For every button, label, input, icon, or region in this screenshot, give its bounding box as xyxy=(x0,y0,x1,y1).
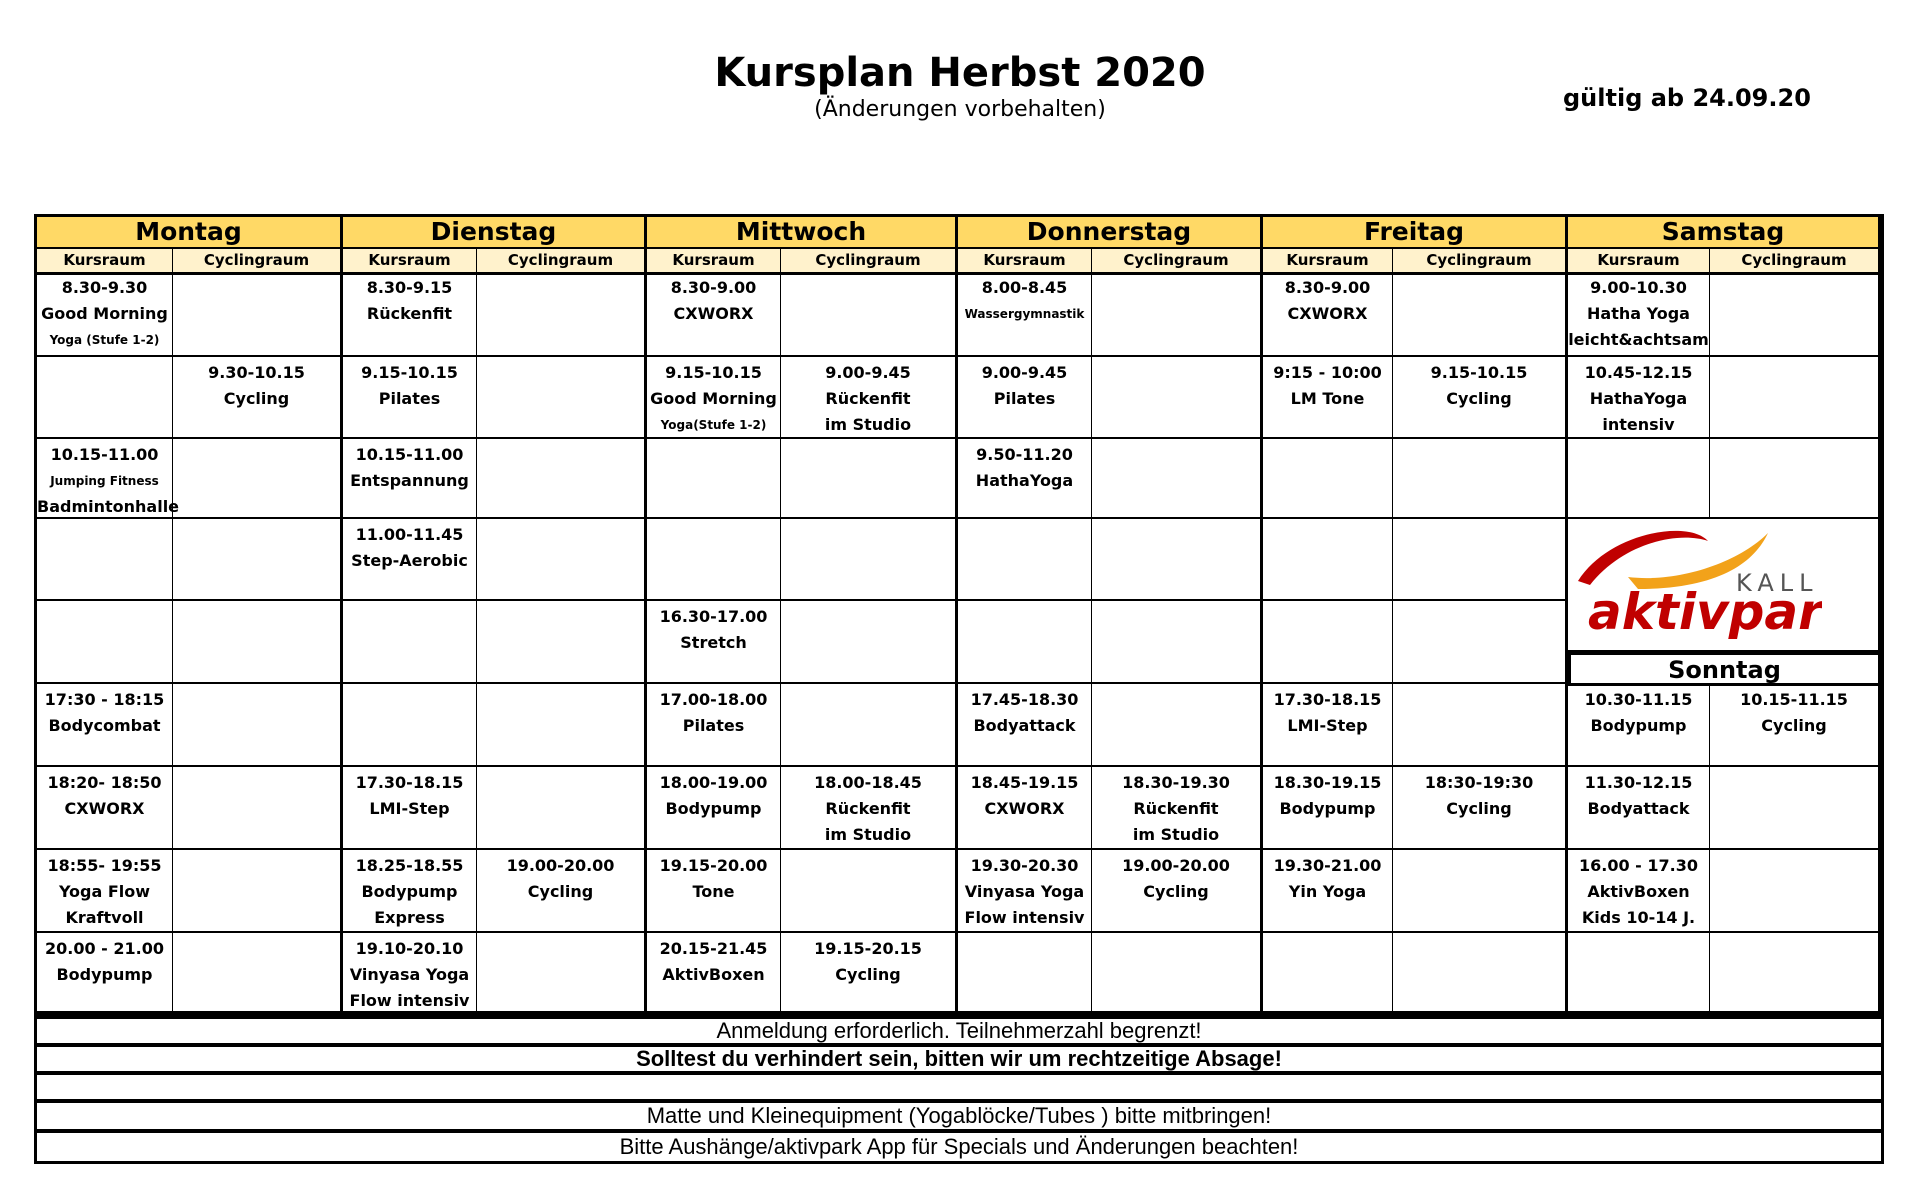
page-title: Kursplan Herbst 2020 xyxy=(714,50,1206,96)
course-cell xyxy=(647,684,781,767)
schedule-cell xyxy=(477,519,647,601)
schedule-cell xyxy=(1092,439,1263,519)
aktivpark-logo xyxy=(1568,519,1881,652)
day-header-label: Dienstag xyxy=(430,217,557,246)
room-header-cyclingraum: Cyclingraum xyxy=(1710,249,1881,275)
course-cell xyxy=(1263,357,1393,439)
logo-kall-text: KALL xyxy=(1736,569,1819,597)
course-name: Cycling xyxy=(1446,799,1512,818)
schedule-cell xyxy=(1263,519,1393,601)
day-header-tuesday xyxy=(343,217,647,249)
course-name: Bodyattack xyxy=(973,716,1076,735)
course-time: 8.30-9.00 xyxy=(670,278,757,297)
room-header-cyclingraum: Cyclingraum xyxy=(1092,249,1263,275)
course-name: Cycling xyxy=(835,965,901,984)
schedule-cell xyxy=(477,933,647,1013)
course-cell xyxy=(343,272,477,357)
course-time: 18:55- 19:55 xyxy=(47,856,162,875)
course-time: 8.30-9.15 xyxy=(366,278,453,297)
course-name: Jumping Fitness xyxy=(50,474,159,488)
course-cell xyxy=(37,933,173,1013)
course-time: 11.00-11.45 xyxy=(355,525,464,544)
schedule-cell xyxy=(1092,519,1263,601)
schedule-cell xyxy=(1710,850,1881,933)
course-time: 9.15-10.15 xyxy=(361,363,458,382)
schedule-cell xyxy=(1092,601,1263,684)
schedule-cell xyxy=(1092,933,1263,1013)
page-subtitle: (Änderungen vorbehalten) xyxy=(814,97,1106,122)
course-cell xyxy=(37,272,173,357)
schedule-cell xyxy=(1092,272,1263,357)
course-cell xyxy=(958,357,1092,439)
course-name: Yoga Flow xyxy=(58,882,151,901)
course-cell xyxy=(343,767,477,850)
schedule-cell xyxy=(37,357,173,439)
course-time: 17:30 - 18:15 xyxy=(44,690,165,709)
course-name: Bodycombat xyxy=(48,716,161,735)
course-detail: Kids 10-14 J. xyxy=(1581,908,1696,927)
schedule-cell xyxy=(1710,933,1881,1013)
course-time: 9.00-10.30 xyxy=(1590,278,1687,297)
course-name: Bodypump xyxy=(1590,716,1687,735)
footer-note-equipment: Matte und Kleinequipment (Yogablöcke/Tubes ) bitte mitbringen! xyxy=(34,1100,1884,1132)
course-name: Vinyasa Yoga xyxy=(349,965,470,984)
schedule-cell xyxy=(1092,684,1263,767)
course-detail: intensiv xyxy=(1602,415,1675,434)
schedule-cell xyxy=(477,272,647,357)
course-cell xyxy=(1092,767,1263,850)
course-time: 9.00-9.45 xyxy=(981,363,1068,382)
schedule-cell xyxy=(1393,684,1568,767)
course-detail: im Studio xyxy=(824,825,912,844)
course-cell xyxy=(1092,850,1263,933)
schedule-cell xyxy=(1393,601,1568,684)
course-cell xyxy=(37,850,173,933)
course-name: Good Morning xyxy=(650,389,777,408)
schedule-cell xyxy=(958,601,1092,684)
schedule-cell xyxy=(173,519,343,601)
course-name: Pilates xyxy=(682,716,745,735)
course-cell xyxy=(958,439,1092,519)
course-time: 16.30-17.00 xyxy=(659,607,768,626)
day-header-thursday xyxy=(958,217,1263,249)
room-header-kursraum: Kursraum xyxy=(1263,249,1393,275)
course-time: 8.00-8.45 xyxy=(981,278,1068,297)
course-cell xyxy=(477,850,647,933)
course-cell xyxy=(37,767,173,850)
room-header-cyclingraum: Cyclingraum xyxy=(477,249,647,275)
footer-note-registration: Anmeldung erforderlich. Teilnehmerzahl begrenzt! xyxy=(34,1016,1884,1046)
schedule-cell xyxy=(1393,933,1568,1013)
course-cell xyxy=(1263,684,1393,767)
course-time: 18.30-19.15 xyxy=(1273,773,1382,792)
schedule-cell xyxy=(1710,357,1881,439)
course-name: Step-Aerobic xyxy=(351,551,468,570)
course-name: Bodypump xyxy=(1279,799,1376,818)
schedule-cell xyxy=(1393,272,1568,357)
course-name: Rückenfit xyxy=(366,304,453,323)
course-name: Pilates xyxy=(993,389,1056,408)
schedule-cell xyxy=(958,519,1092,601)
course-name: Cycling xyxy=(1761,716,1827,735)
course-time: 20.15-21.45 xyxy=(659,939,768,958)
schedule-cell xyxy=(1393,439,1568,519)
course-cell xyxy=(1568,767,1710,850)
course-time: 10.45-12.15 xyxy=(1584,363,1693,382)
course-cell xyxy=(343,933,477,1013)
room-header-kursraum: Kursraum xyxy=(1568,249,1710,275)
course-name: Rückenfit xyxy=(1133,799,1219,818)
day-header-label: Samstag xyxy=(1661,217,1785,246)
schedule-cell xyxy=(781,850,958,933)
course-cell xyxy=(647,601,781,684)
course-name: Cycling xyxy=(1143,882,1209,901)
course-time: 19.10-20.10 xyxy=(355,939,464,958)
schedule-cell xyxy=(37,601,173,684)
course-cell xyxy=(343,850,477,933)
schedule-cell xyxy=(781,601,958,684)
course-name: Bodypump xyxy=(361,882,458,901)
course-detail: Kraftvoll xyxy=(65,908,144,927)
footer-note-app: Bitte Aushänge/aktivpark App für Specials und Änderungen beachten! xyxy=(34,1130,1884,1164)
course-name: Good Morning xyxy=(41,304,168,323)
course-name: Wassergymnastik xyxy=(964,307,1085,321)
course-name: Yin Yoga xyxy=(1288,882,1367,901)
course-name: Vinyasa Yoga xyxy=(964,882,1085,901)
schedule-cell xyxy=(781,439,958,519)
course-time: 19.15-20.00 xyxy=(659,856,768,875)
course-detail: Flow intensiv xyxy=(964,908,1085,927)
course-cell xyxy=(1393,357,1568,439)
course-cell xyxy=(37,684,173,767)
day-header-label: Donnerstag xyxy=(1026,217,1192,246)
course-detail: Yoga(Stufe 1-2) xyxy=(660,418,767,432)
course-time: 19.00-20.00 xyxy=(506,856,615,875)
course-cell xyxy=(647,767,781,850)
course-name: Hatha Yoga xyxy=(1587,304,1690,323)
schedule-cell xyxy=(1568,933,1710,1013)
schedule-cell xyxy=(477,357,647,439)
room-header-cyclingraum: Cyclingraum xyxy=(1393,249,1568,275)
course-name: LM Tone xyxy=(1290,389,1365,408)
course-time: 9:15 - 10:00 xyxy=(1273,363,1382,382)
course-time: 18.00-18.45 xyxy=(814,773,922,792)
course-time: 17.45-18.30 xyxy=(970,690,1079,709)
course-detail: Express xyxy=(374,908,445,927)
course-time: 10.15-11.00 xyxy=(50,445,159,464)
course-detail: im Studio xyxy=(824,415,912,434)
room-header-kursraum: Kursraum xyxy=(343,249,477,275)
course-cell xyxy=(781,933,958,1013)
course-time: 20.00 - 21.00 xyxy=(45,939,164,958)
day-header-friday xyxy=(1263,217,1568,249)
course-time: 18.45-19.15 xyxy=(970,773,1079,792)
course-time: 9.15-10.15 xyxy=(1430,363,1528,382)
footer-empty-row xyxy=(34,1072,1884,1102)
schedule-cell xyxy=(173,850,343,933)
course-name: CXWORX xyxy=(64,799,145,818)
valid-date: gültig ab 24.09.20 xyxy=(1563,84,1811,112)
schedule-table xyxy=(34,214,1884,1016)
schedule-cell xyxy=(781,272,958,357)
course-time: 10.15-11.00 xyxy=(355,445,464,464)
day-header-label: Mittwoch xyxy=(735,217,867,246)
schedule-cell xyxy=(477,684,647,767)
room-header-kursraum: Kursraum xyxy=(37,249,173,275)
course-time: 18.00-19.00 xyxy=(659,773,768,792)
course-cell xyxy=(1263,850,1393,933)
course-cell xyxy=(958,767,1092,850)
footer-note-cancel: Solltest du verhindert sein, bitten wir um rechtzeitige Absage! xyxy=(34,1044,1884,1074)
course-cell xyxy=(343,357,477,439)
course-name: Tone xyxy=(692,882,735,901)
course-time: 11.30-12.15 xyxy=(1584,773,1693,792)
course-name: Cycling xyxy=(527,882,594,901)
course-detail: Yoga (Stufe 1-2) xyxy=(49,333,160,347)
schedule-cell xyxy=(477,767,647,850)
course-name: CXWORX xyxy=(984,799,1065,818)
course-cell xyxy=(1568,684,1710,767)
course-detail: im Studio xyxy=(1132,825,1220,844)
course-detail: leicht&achtsam xyxy=(1568,330,1709,349)
schedule-cell xyxy=(1092,357,1263,439)
course-time: 9.00-9.45 xyxy=(825,363,911,382)
course-cell xyxy=(647,933,781,1013)
course-time: 18:20- 18:50 xyxy=(47,773,162,792)
day-header-label: Freitag xyxy=(1363,217,1465,246)
course-cell xyxy=(1568,357,1710,439)
course-time: 18.25-18.55 xyxy=(355,856,464,875)
course-name: Rückenfit xyxy=(825,799,911,818)
schedule-cell xyxy=(1393,850,1568,933)
course-time: 9.30-10.15 xyxy=(208,363,305,382)
course-time: 9.15-10.15 xyxy=(665,363,762,382)
aktivpark-logo-graphic xyxy=(1568,519,1822,639)
schedule-cell xyxy=(173,272,343,357)
course-name: CXWORX xyxy=(673,304,754,323)
course-name: Bodyattack xyxy=(1587,799,1690,818)
schedule-cell xyxy=(958,933,1092,1013)
schedule-cell xyxy=(1568,439,1710,519)
course-time: 18.30-19.30 xyxy=(1122,773,1230,792)
schedule-cell xyxy=(173,933,343,1013)
course-cell xyxy=(1568,272,1710,357)
course-time: 17.30-18.15 xyxy=(1273,690,1382,709)
course-name: Bodypump xyxy=(665,799,762,818)
room-header-cyclingraum: Cyclingraum xyxy=(173,249,343,275)
course-cell xyxy=(1568,850,1710,933)
course-name: Cycling xyxy=(223,389,290,408)
day-header-label: Montag xyxy=(135,217,242,246)
schedule-cell xyxy=(173,684,343,767)
course-name: AktivBoxen xyxy=(1587,882,1690,901)
room-header-cyclingraum: Cyclingraum xyxy=(781,249,958,275)
room-header-kursraum: Kursraum xyxy=(958,249,1092,275)
course-name: Cycling xyxy=(1446,389,1512,408)
schedule-cell xyxy=(173,601,343,684)
course-time: 9.50-11.20 xyxy=(976,445,1073,464)
sunday-header: Sonntag xyxy=(1568,652,1881,686)
course-cell xyxy=(958,272,1092,357)
schedule-cell xyxy=(37,519,173,601)
day-header-saturday xyxy=(1568,217,1881,249)
course-cell xyxy=(647,272,781,357)
course-cell xyxy=(1393,767,1568,850)
schedule-cell xyxy=(343,684,477,767)
schedule-cell xyxy=(343,601,477,684)
course-cell xyxy=(781,767,958,850)
schedule-cell xyxy=(1710,272,1881,357)
course-detail: Flow intensiv xyxy=(349,991,470,1010)
course-name: CXWORX xyxy=(1287,304,1368,323)
course-name: LMI-Step xyxy=(1287,716,1368,735)
day-header-wednesday xyxy=(647,217,958,249)
course-time: 19.00-20.00 xyxy=(1122,856,1230,875)
course-time: 17.00-18.00 xyxy=(659,690,768,709)
course-cell xyxy=(37,439,180,519)
course-cell xyxy=(1263,767,1393,850)
course-cell xyxy=(958,684,1092,767)
schedule-cell xyxy=(647,439,781,519)
schedule-cell xyxy=(477,439,647,519)
course-name: HathaYoga xyxy=(1589,389,1688,408)
course-cell xyxy=(958,850,1092,933)
course-name: Bodypump xyxy=(56,965,153,984)
schedule-cell xyxy=(1263,933,1393,1013)
course-cell xyxy=(343,519,477,601)
schedule-cell xyxy=(781,684,958,767)
course-cell xyxy=(647,850,781,933)
course-name: HathaYoga xyxy=(975,471,1074,490)
schedule-cell xyxy=(173,439,343,519)
schedule-cell xyxy=(1263,439,1393,519)
course-time: 10.15-11.15 xyxy=(1740,690,1848,709)
course-name: Entspannung xyxy=(350,471,469,490)
course-time: 8.30-9.30 xyxy=(61,278,148,297)
course-time: 10.30-11.15 xyxy=(1584,690,1693,709)
day-header-monday xyxy=(37,217,343,249)
schedule-cell xyxy=(1710,439,1881,519)
course-name: AktivBoxen xyxy=(662,965,765,984)
course-detail: Badmintonhalle xyxy=(37,497,180,516)
course-name: Stretch xyxy=(680,633,747,652)
schedule-cell xyxy=(477,601,647,684)
course-cell xyxy=(1710,684,1881,767)
course-cell xyxy=(647,357,781,439)
course-time: 18:30-19:30 xyxy=(1424,773,1534,792)
course-cell xyxy=(173,357,343,439)
course-time: 17.30-18.15 xyxy=(355,773,464,792)
schedule-cell xyxy=(1393,519,1568,601)
course-cell xyxy=(343,439,477,519)
course-name: Rückenfit xyxy=(825,389,911,408)
course-time: 19.30-21.00 xyxy=(1273,856,1382,875)
schedule-cell xyxy=(647,519,781,601)
logo-aktivpark-text: aktivpar xyxy=(1588,583,1822,639)
course-cell xyxy=(781,357,958,439)
course-time: 16.00 - 17.30 xyxy=(1579,856,1698,875)
course-time: 19.30-20.30 xyxy=(970,856,1079,875)
schedule-cell xyxy=(1263,601,1393,684)
schedule-cell xyxy=(1710,767,1881,850)
schedule-cell xyxy=(781,519,958,601)
course-time: 8.30-9.00 xyxy=(1284,278,1371,297)
room-header-kursraum: Kursraum xyxy=(647,249,781,275)
course-cell xyxy=(1263,272,1393,357)
course-name: LMI-Step xyxy=(369,799,450,818)
course-name: Pilates xyxy=(378,389,441,408)
course-time: 19.15-20.15 xyxy=(814,939,922,958)
schedule-cell xyxy=(173,767,343,850)
